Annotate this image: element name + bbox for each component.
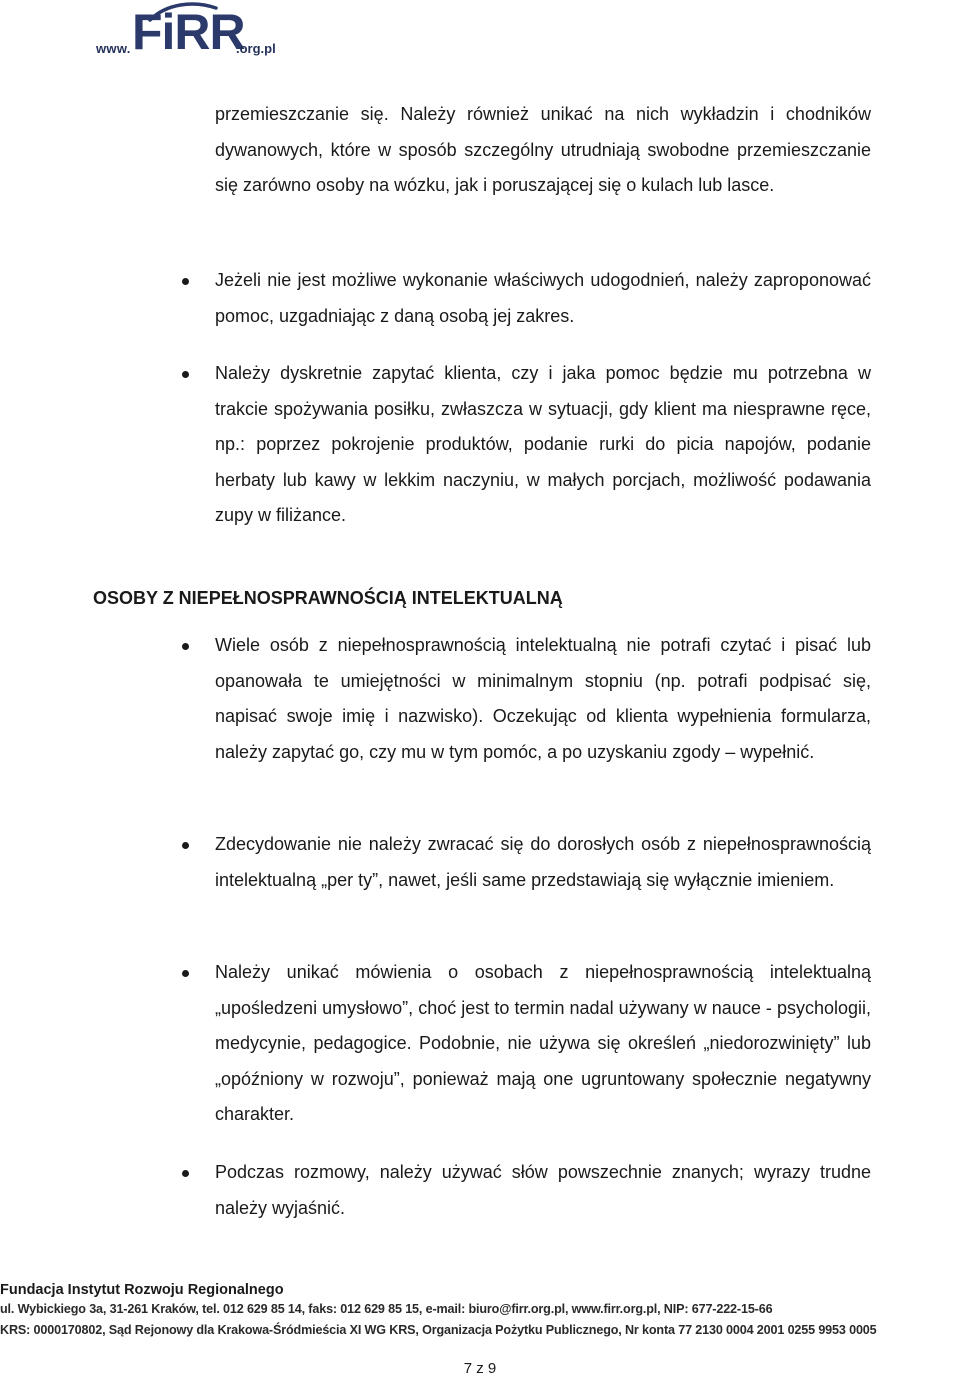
bullet-dot: [182, 842, 189, 849]
bullet-dot: [182, 278, 189, 285]
bullet-dot: [182, 643, 189, 650]
list-item: Wiele osób z niepełnosprawnością intelektualną nie potrafi czytać i pisać lub opanowała te umiejętności w minimalnym stopniu (np. potrafi podpisać się, napisać swoje imię i nazwisko). Oczekując od klienta wypełnienia formularza, należy zapytać go, czy mu w tym pomóc, a po uzyskaniu zgody – wypełnić.: [215, 635, 871, 762]
list-item: Jeżeli nie jest możliwe wykonanie właściwych udogodnień, należy zaproponować pomoc, uzgadniając z daną osobą jej zakres.: [215, 270, 871, 326]
list-item: Należy unikać mówienia o osobach z niepełnosprawnością intelektualną „upośledzeni umysłowo”, choć jest to termin nadal używany w nauce - psychologii, medycynie, pedagogice. Podobnie, nie używa się określeń „niedorozwinięty” lub „opóźniony w rozwoju”, ponieważ mają one ugruntowany społecznie negatywny charakter.: [215, 962, 871, 1124]
logo-firr-text: FiRR: [132, 4, 245, 60]
list-item: Podczas rozmowy, należy używać słów powszechnie znanych; wyrazy trudne należy wyjaśnić.: [215, 1162, 871, 1218]
section-heading: OSOBY Z NIEPEŁNOSPRAWNOŚCIĄ INTELEKTUALNĄ: [93, 588, 563, 608]
firr-logo: [96, 2, 286, 64]
bullet-dot: [182, 371, 189, 378]
logo-domain-text: .org.pl: [236, 41, 276, 56]
continuation-paragraph: przemieszczanie się. Należy również unikać na nich wykładzin i chodników dywanowych, które w sposób szczególny utrudniają swobodne przemieszczanie się zarówno osoby na wózku, jak i poruszającej się o kulach lub lasce.: [215, 104, 871, 195]
bullet-dot: [182, 970, 189, 977]
page-number: 7 z 9: [463, 1360, 497, 1377]
list-item: Należy dyskretnie zapytać klienta, czy i jaka pomoc będzie mu potrzebna w trakcie spożywania posiłku, zwłaszcza w sytuacji, gdy klient ma niesprawne ręce, np.: poprzez pokrojenie produktów, podanie rurki do picia napojów, podanie herbaty lub kawy w lekkim naczyniu, w małych porcjach, możliwość podawania zupy w filiżance.: [215, 363, 871, 525]
bullet-dot: [182, 1170, 189, 1177]
list-item: Zdecydowanie nie należy zwracać się do dorosłych osób z niepełnosprawnością intelektualną „per ty”, nawet, jeśli same przedstawiają się wyłącznie imieniem.: [215, 834, 871, 890]
footer-address-line: ul. Wybickiego 3a, 31-261 Kraków, tel. 012 629 85 14, faks: 012 629 85 15, e-mail: biuro@firr.org.pl, www.firr.org.pl, NIP: 677-222-15-66: [0, 1302, 773, 1316]
footer-registration-line: KRS: 0000170802, Sąd Rejonowy dla Krakowa-Śródmieścia XI WG KRS, Organizacja Pożytku Publicznego, Nr konta 77 2130 0004 2001 0255 9953 0005: [0, 1323, 877, 1337]
footer-organization-name: Fundacja Instytut Rozwoju Regionalnego: [0, 1282, 284, 1298]
logo-www-text: www.: [96, 41, 131, 56]
